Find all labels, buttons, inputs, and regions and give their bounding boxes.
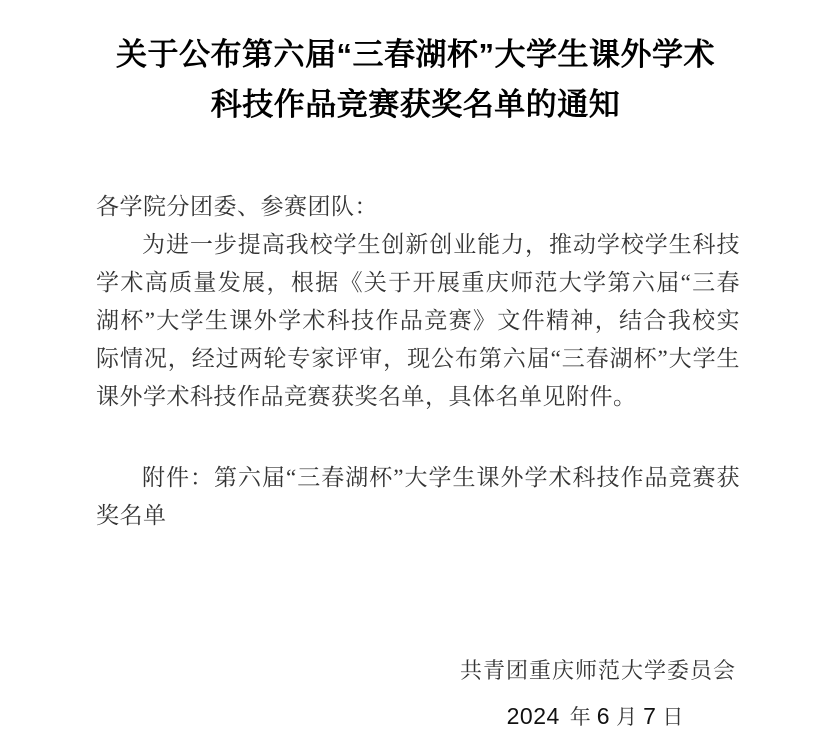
date-month-unit: 月 (616, 705, 638, 729)
signature-block (460, 652, 736, 736)
document-title-line-2: 科技作品竞赛获奖名单的通知 (210, 87, 621, 122)
body-paragraph: 为进一步提高我校学生创新创业能力，推动学校学生科技学术高质量发展，根据《关于开展重庆师范大学第六届“三春湖杯”大学生课外学术科技作品竞赛》文件精神，结合我校实际情况，经过两轮专家评审，现公布第六届“三春湖杯”大学生课外学术科技作品竞赛获奖名单，具体名单见附件。 (96, 232, 740, 409)
document-body (96, 188, 740, 736)
document-title (0, 30, 831, 130)
salutation: 各学院分团委、参赛团队： (96, 194, 378, 219)
date-year-unit: 年 (569, 705, 591, 729)
date-day-unit: 日 (662, 705, 684, 729)
date-month: 6 (596, 703, 611, 729)
date-day: 7 (643, 703, 657, 729)
signature-org: 共青团重庆师范大学委员会 (459, 658, 736, 683)
attachment-note: 附件：第六届“三春湖杯”大学生课外学术科技作品竞赛获奖名单 (96, 465, 740, 528)
date-line (460, 697, 736, 736)
document-title-line-1: 关于公布第六届“三春湖杯”大学生课外学术 (116, 37, 715, 72)
date-year: 2024 (506, 703, 560, 729)
